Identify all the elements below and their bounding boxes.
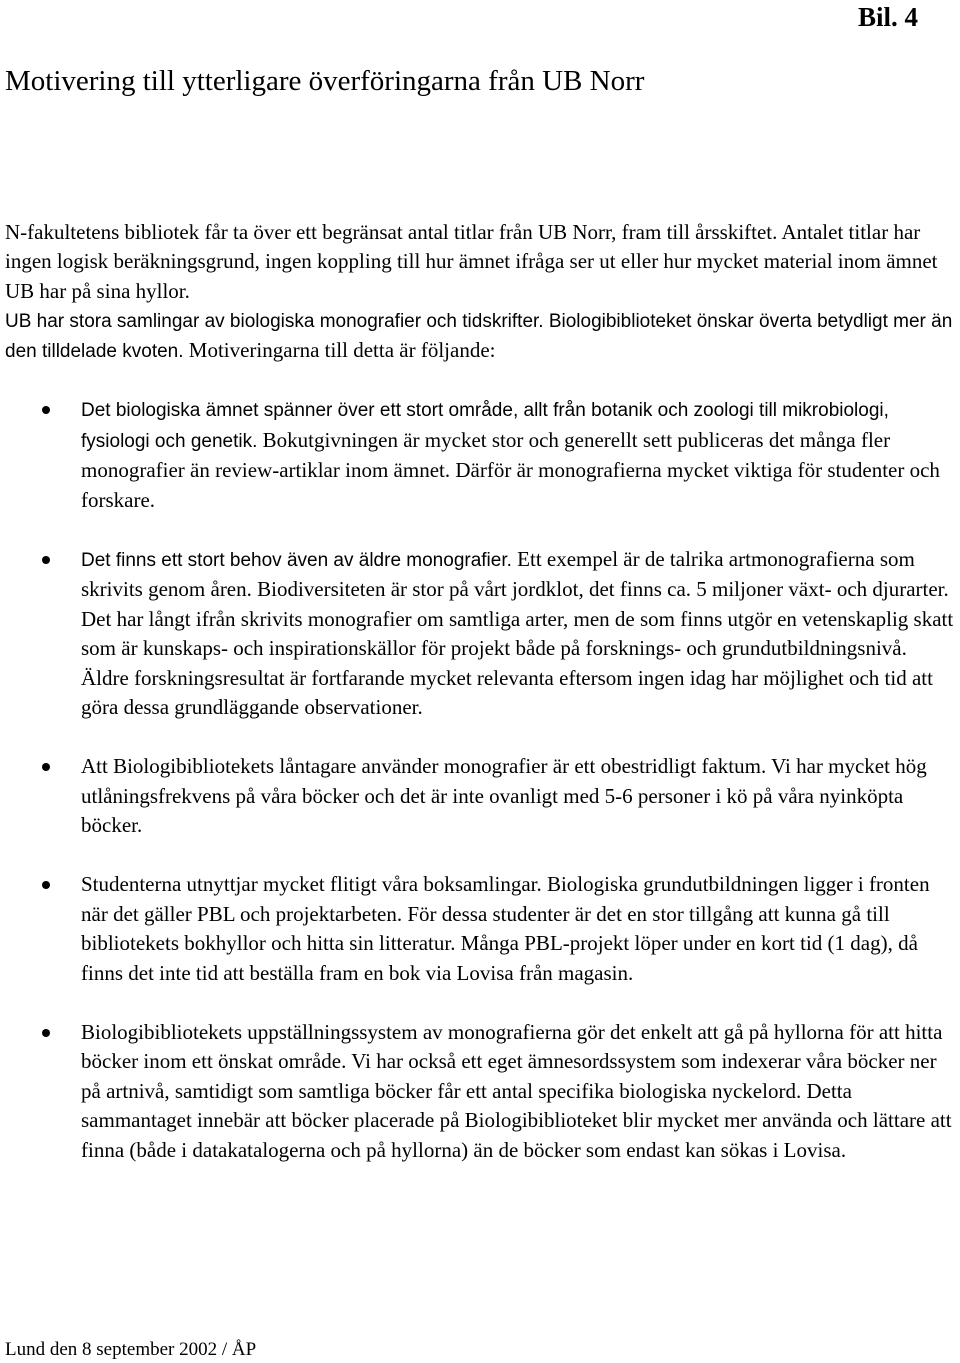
- intro-text-2: UB har stora samlingar av biologiska monografier och tidskrifter.: [5, 310, 544, 332]
- intro-text-4: Motiveringarna till detta är följande:: [188, 338, 496, 363]
- list-item: [0, 1018, 960, 1166]
- bullet-icon: [42, 556, 50, 564]
- motivation-list: [0, 395, 960, 1195]
- intro-paragraph: [5, 218, 955, 366]
- list-item: [0, 870, 960, 988]
- list-item: [0, 395, 960, 515]
- page-title: Motivering till ytterligare överföringarna från UB Norr: [5, 65, 645, 97]
- bullet-icon: [42, 1029, 50, 1037]
- list-item-text-a: Det biologiska ämnet spänner över ett stort område, allt från botanik och zoologi till mikrobiologi, fysiologi och genetik.: [81, 400, 889, 452]
- list-item-text-a: Det finns ett stort behov även av äldre monografier.: [81, 549, 512, 571]
- attachment-label: Bil. 4: [857, 2, 918, 32]
- list-item-text-a: Att Biologibibliotekets låntagare använder monografier är ett obestridligt faktum. Vi har mycket hög utlåningsfrekvens på våra böcker och det är inte ovanligt med 5-6 personer i kö på våra nyinköpta böcker.: [81, 754, 927, 837]
- footer-signature: Lund den 8 september 2002 / ÅP: [5, 1339, 257, 1360]
- bullet-icon: [42, 763, 50, 771]
- list-item-text-b: Bokutgivningen är mycket stor och generellt sett publiceras det många fler monografier än review-artiklar inom ämnet. Därför är monografierna mycket viktiga för studenter och forskare.: [81, 427, 940, 512]
- list-item: [0, 545, 960, 723]
- intro-text-1: N-fakultetens bibliotek får ta över ett begränsat antal titlar från UB Norr, fram till årsskiftet. Antalet titlar har ingen logisk beräkningsgrund, ingen koppling till hur ämnet ifråga ser ut eller hur mycket material inom ämnet UB har på sina hyllor.: [5, 220, 938, 303]
- list-item: [0, 752, 960, 841]
- list-item-text-a: Biologibibliotekets uppställningssystem av monografierna gör det enkelt att gå på hyllorna för att hitta böcker inom ett önskat område. Vi har också ett eget ämnesordssystem som indexerar våra böcker ner på artnivå, samtidigt som samtliga böcker får ett antal specifika biologiska nyckelord. Detta sammantaget innebär att böcker placerade på Biologibiblioteket blir mycket mer använda och lättare att finna (både i datakatalogerna och på hyllorna) än de böcker som endast kan sökas i Lovisa.: [81, 1019, 952, 1162]
- list-item-text-a: Studenterna utnyttjar mycket flitigt våra boksamlingar. Biologiska grundutbildningen ligger i fronten när det gäller PBL och projektarbeten. För dessa studenter är det en stor tillgång att kunna gå till bibliotekets bokhyllor och hitta sin litteratur. Många PBL-projekt löper under en kort tid (1 dag), då finns det inte tid att beställa fram en bok via Lovisa från magasin.: [81, 872, 930, 985]
- intro-text-3: Biologibiblioteket önskar överta betydligt mer än den tilldelade kvoten.: [5, 310, 953, 363]
- bullet-icon: [42, 881, 50, 889]
- bullet-icon: [42, 406, 50, 414]
- list-item-text-b: Ett exempel är de talrika artmonografierna som skrivits genom åren. Biodiversiteten är stor på vårt jordklot, det finns ca. 5 miljoner växt- och djurarter. Det har långt ifrån skrivits monografier om samtliga arter, men de som finns utgör en vetenskaplig skatt som är kunskaps- och inspirationskällor för projekt både på forsknings- och grundutbildningsnivå. Äldre forskningsresultat är fortfarande mycket relevanta eftersom ingen idag har möjlighet och tid att göra dessa grundläggande observationer.: [81, 546, 954, 719]
